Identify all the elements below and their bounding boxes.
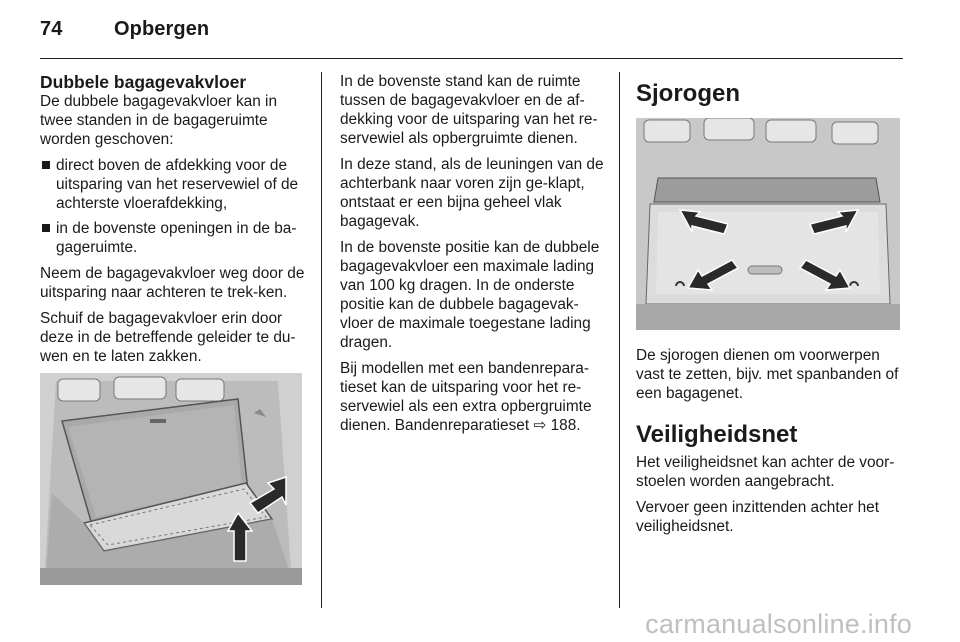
column-3 — [636, 72, 904, 543]
list-item: direct boven de afdekking voor de uitsparing van het reservewiel of de achterste vloerafdekking, — [40, 156, 305, 213]
storage-paragraph: In de bovenste stand kan de ruimte tussen de bagagevakvloer en de af-dekking voor de uitsparing van het re-servewiel als opbergruimte dienen. — [340, 73, 598, 147]
cross-reference-icon: ⇨ — [533, 417, 547, 434]
remove-paragraph: Neem de bagagevakvloer weg door de uitsparing naar achteren te trek-ken. — [40, 265, 305, 301]
intro-paragraph: De dubbele bagagevakvloer kan in twee standen in de bagageruimte worden geschoven: — [40, 93, 278, 148]
section-heading-double-floor: Dubbele bagagevakvloer — [40, 72, 247, 92]
header-rule — [40, 58, 903, 59]
page-header — [40, 18, 209, 41]
square-bullet-icon — [42, 224, 50, 232]
column-2 — [340, 72, 605, 442]
section-heading-safety-net: Veiligheidsnet — [636, 421, 798, 448]
section-heading-lashing-eyes: Sjorogen — [636, 80, 741, 107]
column-divider-2 — [619, 72, 620, 608]
repair-kit-paragraph: Bij modellen met een bandenrepara-tieset kan de uitsparing voor het re-servewiel als een extra opbergruimte dienen. Bandenreparatieset ⇨ 188. — [340, 360, 592, 434]
page-title: Opbergen — [114, 18, 210, 40]
lashing-eyes-illustration — [636, 118, 900, 330]
lashing-eyes-paragraph: De sjorogen dienen om voorwerpen vast te zetten, bijv. met spanbanden of een bagagenet. — [636, 347, 899, 402]
square-bullet-icon — [42, 161, 50, 169]
column-divider-1 — [321, 72, 322, 608]
site-watermark: carmanualsonline.info — [645, 609, 912, 639]
no-passengers-paragraph: Vervoer geen inzittenden achter het veiligheidsnet. — [636, 499, 879, 535]
list-item: in de bovenste openingen in de ba-gageruimte. — [40, 219, 305, 257]
load-paragraph: In de bovenste positie kan de dubbele bagagevakvloer een maximale lading van 100 kg dragen. In de onderste positie kan de dubbele bagagevak-vloer de maximale toegestane lading dragen. — [340, 239, 600, 351]
page-number: 74 — [40, 18, 63, 40]
position-list — [40, 156, 305, 257]
double-floor-illustration — [40, 373, 302, 585]
flat-floor-paragraph: In deze stand, als de leuningen van de achterbank naar voren zijn ge-klapt, ontstaat er een bijna geheel vlak bagagevak. — [340, 156, 604, 230]
safety-net-paragraph: Het veiligheidsnet kan achter de voor-stoelen worden aangebracht. — [636, 454, 895, 490]
insert-paragraph: Schuif de bagagevakvloer erin door deze in de betreffende geleider te du-wen en te laten zakken. — [40, 310, 296, 365]
page-reference-link[interactable]: 188. — [550, 417, 581, 434]
column-1 — [40, 72, 305, 585]
